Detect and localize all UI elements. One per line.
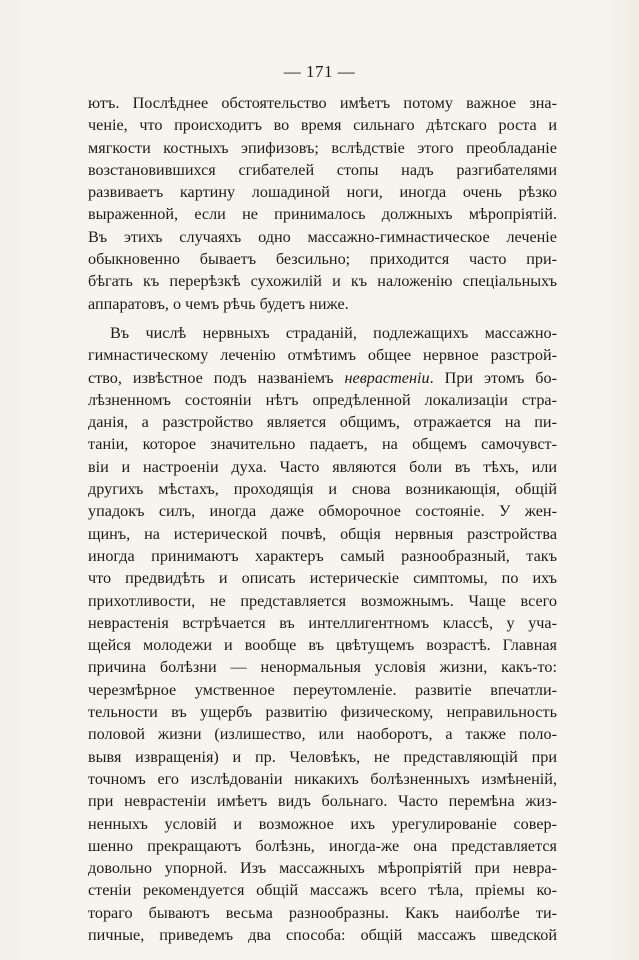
text-line: тораго бываютъ весьма разнообразны. Какъ наиболѣе ти-: [88, 903, 557, 922]
text-line: иногда принимаютъ характеръ самый разнообразный, такъ: [88, 546, 557, 565]
text-line: причина болѣзни — ненормальныя условія жизни, какъ-то:: [88, 658, 557, 677]
text-line: пичные, приведемъ два способа: общій массажъ шведской: [88, 925, 557, 944]
text-line: упадокъ силъ, иногда даже обморочное состояніе. У жен-: [88, 502, 557, 521]
text-line: половой жизни (излишество, или наоборотъ, а также поло-: [88, 725, 557, 744]
italic-term: невpастеніи: [344, 368, 430, 387]
text-line: довольно упорной. Изъ массажныхъ мѣропріятій при невра-: [88, 859, 557, 878]
text-line: данія, а разстройство является общимъ, отражается на пи-: [88, 413, 557, 432]
page-number: — 171 —: [283, 62, 356, 81]
text-line: віи и настроеніи духа. Часто являются боли въ тѣхъ, или: [88, 457, 557, 476]
text-line: гимнастическому леченію отмѣтимъ общее нервное разстрой-: [88, 346, 557, 365]
text-line: ченіе, что происходитъ во время сильнаго дѣтскаго роста и: [88, 116, 557, 135]
text-line: выраженной, если не принималось должныхъ мѣропріятій.: [88, 205, 557, 224]
text-line: шенно прекращаютъ болѣзнь, иногда-же она представляется: [88, 836, 557, 855]
text-line: Въ этихъ случаяхъ одно массажно-гимнастическое леченіе: [88, 227, 557, 246]
text-line: ютъ. Послѣднее обстоятельство имѣетъ потому важное зна-: [88, 94, 557, 112]
text-line: при неврастеніи имѣетъ видъ больнаго. Часто перемѣна жиз-: [88, 792, 557, 811]
text-line: развиваетъ картину лошадиной ноги, иногда очень рѣзко: [88, 183, 557, 202]
text-line: бѣгать къ перерѣзкѣ сухожилій и къ наложенію спеціальныхъ: [88, 272, 557, 291]
text-line: стеніи рекомендуется общій массажъ всего тѣла, пріемы ко-: [88, 881, 557, 900]
text-line: возстановившихся сгибателей стопы надъ разгибателями: [88, 160, 557, 179]
text-line: неврастенія встрѣчается въ интеллигентномъ классѣ, у уча-: [88, 613, 557, 632]
text-line: черезмѣрное умственное переутомленіе. развитіе впечатли-: [88, 680, 557, 699]
text-line: прихотливости, не представляется возможнымъ. Чаще всего: [88, 591, 557, 610]
text-line: что предвидѣть и описать истерическіе симптомы, по ихъ: [88, 569, 557, 588]
text-line: точномъ его изслѣдованіи никакихъ болѣзненныхъ измѣненій,: [88, 769, 557, 788]
text-line: другихъ мѣстахъ, проходящія и снова возникающія, общій: [88, 480, 557, 499]
text-line: обыкновенно бываетъ безсильно; приходится часто при-: [88, 250, 557, 269]
text-line: Въ числѣ нервныхъ страданій, подлежащихъ массажно-: [110, 323, 557, 342]
text-line: щинъ, на истерической почвѣ, общія нервныя разстройства: [88, 524, 557, 543]
text-line: ненныхъ условій и возможное ихъ урегулированіе совер-: [88, 814, 557, 833]
text-line: таніи, которое значительно падаетъ, на общемъ самочувст-: [88, 435, 557, 454]
text-line: лѣзненномъ состояніи нѣтъ опредѣленной локализаціи стра-: [88, 390, 557, 409]
text-line: тельности въ ущербъ развитію физическому, неправильность: [88, 703, 557, 722]
text-line: [88, 367, 557, 389]
text-segment: . При этомъ бо-: [429, 368, 557, 387]
text-line: вывя извращенія) и пр. Человѣкъ, не представляющій при: [88, 747, 557, 766]
text-line: мягкости костныхъ эпифизовъ; вслѣдствіе этого преобладаніе: [88, 138, 557, 157]
body-text: [88, 92, 557, 946]
text-line: щейся молодежи и вообще въ цвѣтущемъ возрастѣ. Главная: [88, 636, 557, 655]
text-segment: ство, извѣстное подъ названіемъ: [88, 368, 345, 387]
text-line: аппаратовъ, о чемъ рѣчь будетъ ниже.: [88, 294, 349, 313]
